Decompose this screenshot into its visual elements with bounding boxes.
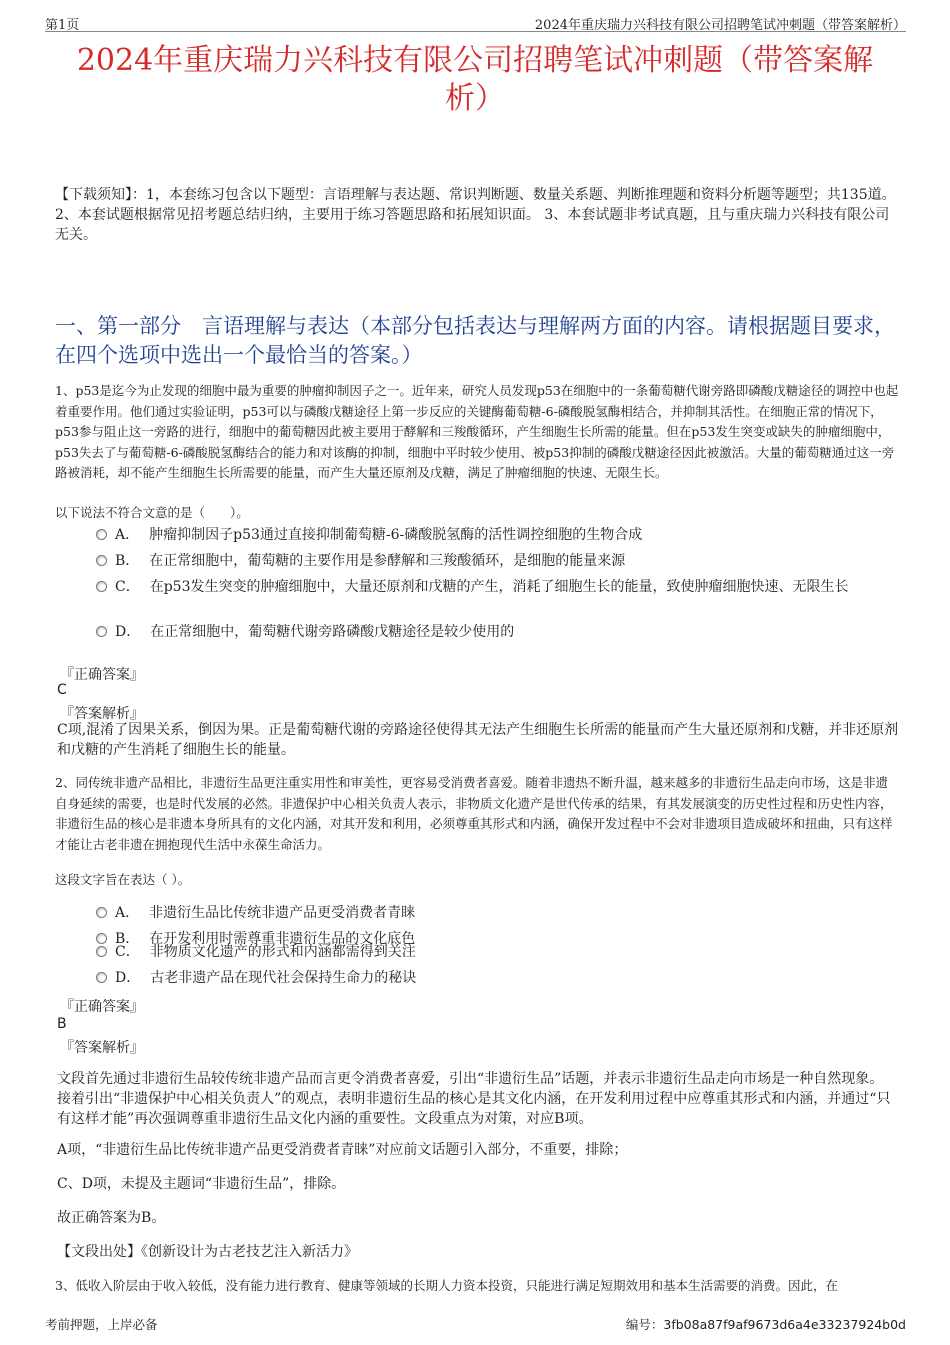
question-2-answer: B (57, 1016, 67, 1032)
running-header-title: 2024年重庆瑞力兴科技有限公司招聘笔试冲刺题（带答案解析） (534, 18, 906, 33)
question-2-option-b[interactable]: B． 在开发利用时需尊重非遗衍生品的文化底色 (96, 929, 901, 950)
footer-code-label: 编号： (625, 1317, 664, 1332)
question-1-prompt: 以下说法不符合文意的是（ ）。 (55, 505, 249, 520)
question-2-option-a[interactable]: A． 非遗衍生品比传统非遗产品更受消费者青睐 (96, 903, 901, 924)
question-2-source: 【文段出处】《创新设计为古老技艺注入新活力》 (57, 1244, 358, 1260)
page-title (50, 42, 900, 118)
question-1-answer: C (57, 682, 67, 698)
footer-code-value: 3fb08a87f9af9673d6a4e33237924b0d (663, 1317, 906, 1332)
question-1-option-d[interactable]: D． 在正常细胞中，葡萄糖代谢旁路磷酸戊糖途径是较少使用的 (96, 622, 901, 643)
question-2-analysis-label: 『答案解析』 (60, 1040, 144, 1056)
footer-document-code (626, 1315, 906, 1333)
question-2-answer-label: 『正确答案』 (60, 999, 144, 1015)
radio-button-icon[interactable] (96, 529, 107, 540)
question-1-answer-label: 『正确答案』 (60, 667, 144, 683)
question-2-prompt: 这段文字旨在表达（ ）。 (55, 872, 191, 887)
question-2-text: 2、同传统非遗产品相比，非遗衍生品更注重实用性和审美性，更容易受消费者喜爱。随着非遗热不断升温，越来越多的非遗衍生品走向市场，这是非遗自身延续的需要，也是时代发展的必然。非遗保护中心相关负责人表示，非物质文化遗产是世代传承的结果，有其发展演变的历史性过程和历史性内容，非遗衍生品的核心是非遗本身所具有的文化内涵，对其开发和利用，必须尊重其形式和内涵，确保开发过程中不会对非遗项目造成破坏和扭曲，只有这样才能让古老非遗在拥抱现代生活中永葆生命活力。 (55, 775, 893, 852)
question-2-conclusion: 故正确答案为B。 (57, 1210, 166, 1226)
page-title-line-2: 析） (445, 81, 505, 116)
section-title: 一、第一部分 言语理解与表达（本部分包括表达与理解两方面的内容。请根据题目要求，在四个选项中选出一个最恰当的答案。） (55, 314, 895, 367)
question-2-analysis-option-cd: C、D项，未提及主题词“非遗衍生品”，排除。 (57, 1176, 346, 1192)
radio-button-icon[interactable] (96, 946, 107, 957)
footer-slogan: 考前押题，上岸必备 (45, 1317, 158, 1332)
question-2-analysis-option-a: A项，“非遗衍生品比传统非遗产品更受消费者青睐”对应前文话题引入部分，不重要，排除； (57, 1142, 628, 1158)
question-1-text: 1、p53是迄今为止发现的细胞中最为重要的肿瘤抑制因子之一。近年来，研究人员发现p53在细胞中的一条葡萄糖代谢旁路即磷酸戊糖途径的调控中也起着重要作用。他们通过实验证明，p53可以与磷酸戊糖途径上第一步反应的关键酶葡萄糖-6-磷酸脱氢酶相结合，并抑制其活性。在细胞正常的情况下，p53参与阻止这一旁路的进行，细胞中的葡萄糖因此被主要用于酵解和三羧酸循环，产生细胞生长所需的能量。但在p53发生突变或缺失的肿瘤细胞中，p53失去了与葡萄糖-6-磷酸脱氢酶结合的能力和对该酶的抑制，细胞中平时较少使用、被p53抑制的磷酸戊糖途径因此被激活。大量的葡萄糖通过这一旁路被消耗，却不能产生细胞生长所需要的能量，而产生大量还原剂及戊糖，满足了肿瘤细胞的快速、无限生长。 (55, 383, 899, 480)
question-1-analysis: C项,混淆了因果关系，倒因为果。正是葡萄糖代谢的旁路途径使得其无法产生细胞生长所需的能量而产生大量还原剂和戊糖，并非还原剂和戊糖的产生消耗了细胞生长的能量。 (57, 722, 899, 758)
question-2-option-d[interactable]: D． 古老非遗产品在现代社会保持生命力的秘诀 (96, 968, 901, 989)
question-1-option-b[interactable]: B． 在正常细胞中，葡萄糖的主要作用是参酵解和三羧酸循环，是细胞的能量来源 (96, 551, 901, 572)
page-title-line-1: 2024年重庆瑞力兴科技有限公司招聘笔试冲刺题（带答案解 (76, 43, 874, 78)
radio-button-icon[interactable] (96, 907, 107, 918)
question-2-option-c[interactable]: C． 非物质文化遗产的形式和内涵都需得到关注 (96, 942, 901, 963)
question-1-analysis-label: 『答案解析』 (60, 706, 144, 722)
question-1-option-c[interactable]: C． 在p53发生突变的肿瘤细胞中，大量还原剂和戊糖的产生，消耗了细胞生长的能量，致使肿瘤细胞快速、无限生长 (96, 577, 901, 598)
question-2-analysis: 文段首先通过非遗衍生品较传统非遗产品而言更令消费者喜爱，引出“非遗衍生品”话题，并表示非遗衍生品走向市场是一种自然现象。接着引出“非遗保护中心相关负责人”的观点，表明非遗衍生品的核心是其文化内涵，在开发利用过程中应尊重其形式和内涵，并通过“只有这样才能”再次强调尊重非遗衍生品文化内涵的重要性。文段重点为对策，对应B项。 (57, 1071, 891, 1127)
radio-button-icon[interactable] (96, 555, 107, 566)
radio-button-icon[interactable] (96, 972, 107, 983)
page-number: 第1页 (45, 18, 80, 33)
question-1-option-a[interactable]: A． 肿瘤抑制因子p53通过直接抑制葡萄糖-6-磷酸脱氢酶的活性调控细胞的生物合成 (96, 525, 901, 546)
radio-button-icon[interactable] (96, 626, 107, 637)
radio-button-icon[interactable] (96, 581, 107, 592)
download-notice: 【下载须知】：1，本套练习包含以下题型：言语理解与表达题、常识判断题、数量关系题、判断推理题和资料分析题等题型；共135道。 2、本套试题根据常见招考题总结归纳，主要用于练习答题思路和拓展知识面。 3、本套试题非考试真题，且与重庆瑞力兴科技有限公司无关。 (55, 187, 896, 243)
question-3-text: 3、低收入阶层由于收入较低，没有能力进行教育、健康等领域的长期人力资本投资，只能进行满足短期效用和基本生活需要的消费。因此，在 (55, 1278, 838, 1293)
header-divider (45, 31, 906, 32)
